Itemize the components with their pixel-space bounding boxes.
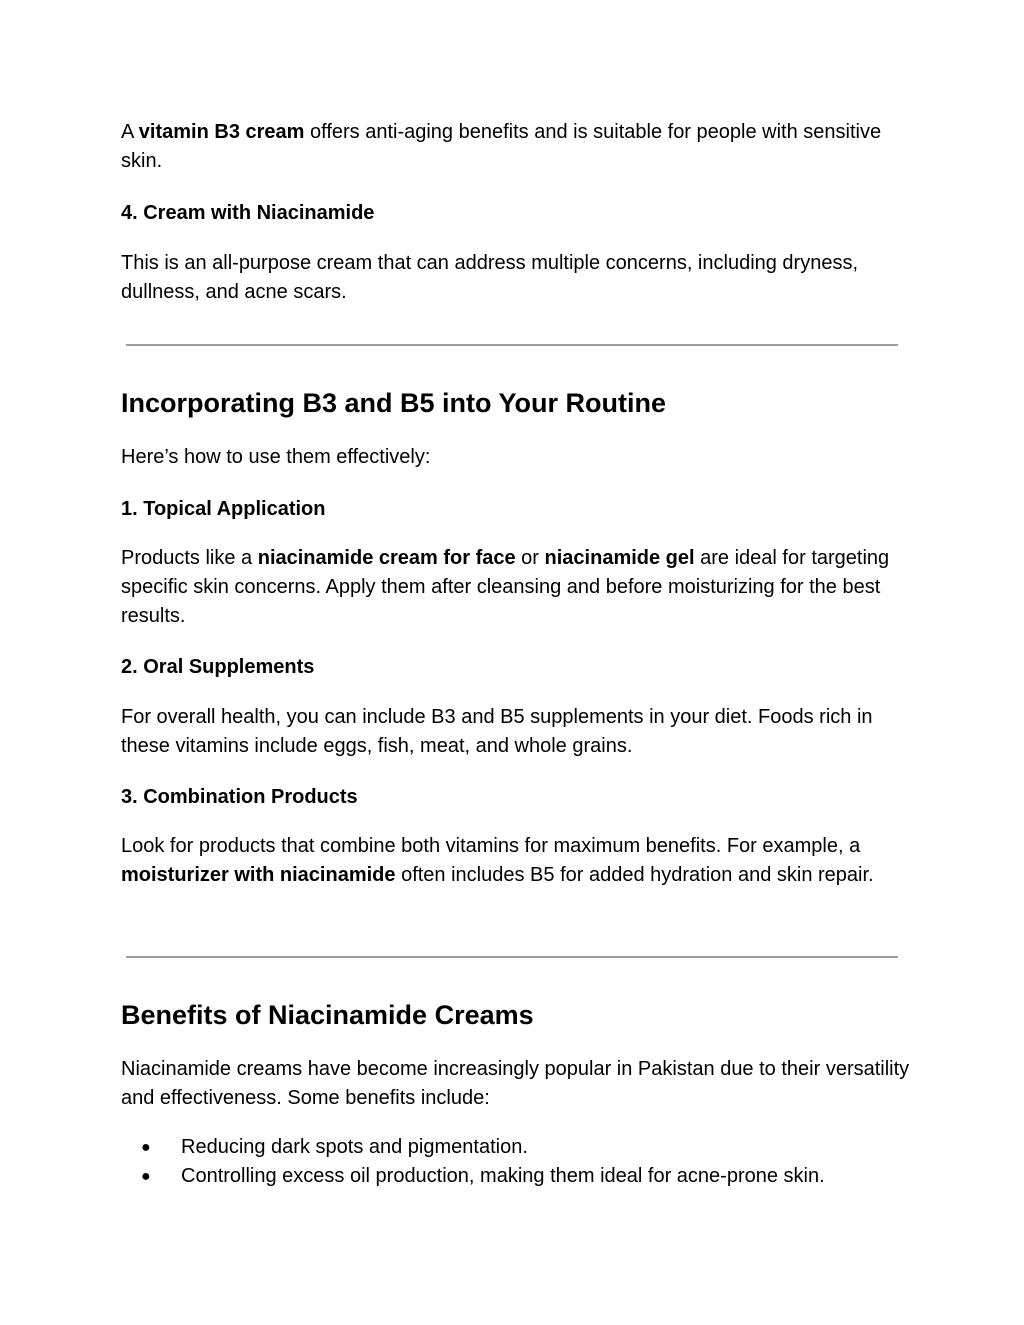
bullet-icon: ● — [141, 1139, 151, 1156]
topical-bold-cream: niacinamide cream for face — [257, 547, 516, 569]
combo-bold-term: moisturizer with niacinamide — [121, 864, 396, 886]
intro-bold-term: vitamin B3 cream — [138, 121, 305, 143]
combo-text-1: Look for products that combine both vitamins for maximum benefits. For example, a — [121, 835, 861, 857]
cream-niacinamide-body: This is an all-purpose cream that can address multiple concerns, including dryness, dullness, and acne scars. — [121, 252, 859, 303]
topical-bold-gel: niacinamide gel — [544, 547, 695, 569]
routine-lead: Here’s how to use them effectively: — [121, 446, 431, 468]
benefits-list — [121, 1133, 911, 1191]
section-divider — [126, 956, 898, 958]
intro-paragraph — [121, 118, 911, 176]
list-item — [121, 1133, 911, 1162]
combo-body — [121, 832, 911, 890]
list-item — [121, 1162, 911, 1191]
section-divider — [126, 344, 898, 346]
intro-text-start: A — [121, 121, 139, 143]
combo-text-2: often includes B5 for added hydration and skin repair. — [395, 864, 874, 886]
topical-text-3: are ideal for targeting specific skin concerns. Apply them after cleansing and before moisturizing for the best results. — [121, 547, 890, 627]
intro-text-end: offers anti-aging benefits and is suitable for people with sensitive skin. — [121, 121, 882, 172]
topical-text-1: Products like a — [121, 547, 258, 569]
cream-niacinamide-heading: 4. Cream with Niacinamide — [121, 202, 375, 224]
list-item-text: Reducing dark spots and pigmentation. — [181, 1136, 528, 1158]
benefits-lead: Niacinamide creams have become increasingly popular in Pakistan due to their versatility and effectiveness. Some benefits include: — [121, 1058, 910, 1109]
routine-title: Incorporating B3 and B5 into Your Routine — [121, 388, 667, 418]
topical-text-2: or — [515, 547, 545, 569]
combo-heading: 3. Combination Products — [121, 786, 358, 808]
oral-heading: 2. Oral Supplements — [121, 656, 315, 678]
topical-heading: 1. Topical Application — [121, 498, 326, 520]
benefits-title: Benefits of Niacinamide Creams — [121, 1000, 534, 1030]
topical-body — [121, 544, 911, 631]
list-item-text: Controlling excess oil production, making them ideal for acne-prone skin. — [181, 1165, 825, 1187]
oral-body: For overall health, you can include B3 and B5 supplements in your diet. Foods rich in these vitamins include eggs, fish, meat, and whole grains. — [121, 706, 873, 757]
bullet-icon: ● — [141, 1168, 151, 1185]
